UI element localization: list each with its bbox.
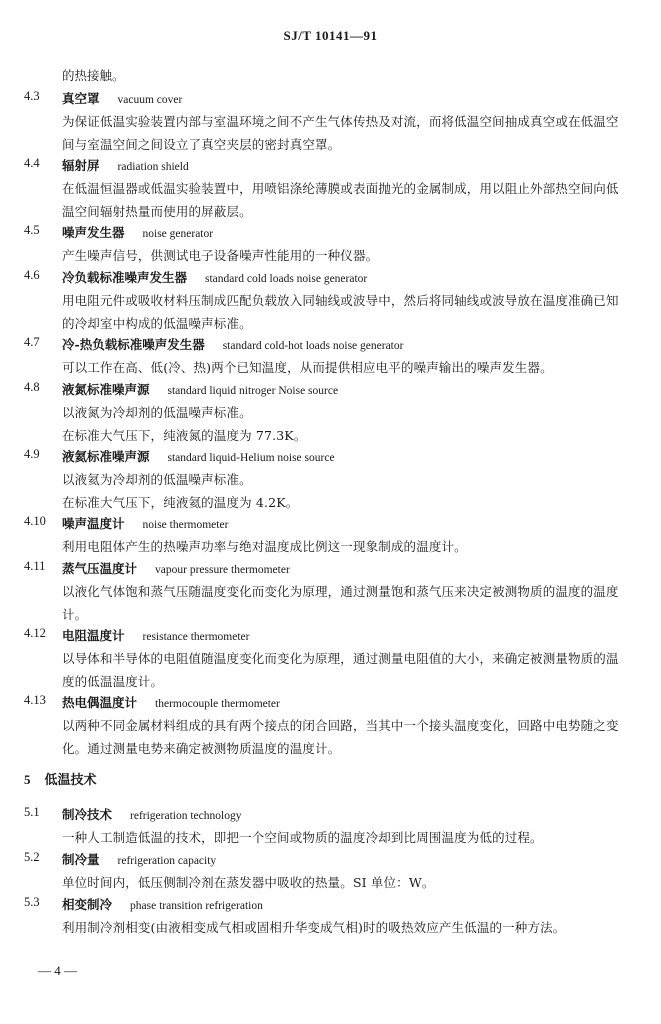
entry-description: 为保证低温实验装置内部与室温环境之间不产生气体传热及对流，而将低温空间抽成真空或在低温空间与室温空间之间设立了真空夹层的密封真空罩。 (62, 114, 619, 152)
entry-number: 4.5 (24, 223, 40, 237)
term-en: phase transition refrigeration (130, 900, 263, 912)
entry-term (62, 559, 290, 577)
term-zh: 冷负载标准噪声发生器 (62, 270, 188, 285)
entry-number: 4.13 (24, 693, 46, 707)
entry-description: 产生噪声信号，供测试电子设备噪声性能用的一种仪器。 (62, 248, 379, 263)
entry-term (62, 514, 228, 532)
entry-description: 利用制冷剂相变(由液相变成气相或固相升华变成气相)时的吸热效应产生低温的一种方法。 (62, 920, 566, 935)
entry-description: 单位时间内，低压侧制冷剂在蒸发器中吸收的热量。SI 单位：W。 (62, 875, 435, 890)
entry-term (62, 156, 189, 174)
term-en: radiation shield (117, 161, 189, 173)
term-zh: 冷-热负载标准噪声发生器 (62, 337, 205, 352)
entry-description: 以液化气体饱和蒸气压随温度变化而变化为原理，通过测量饱和蒸气压来决定被测物质的温度的温度计。 (62, 584, 619, 622)
entry-number: 5.3 (24, 895, 40, 909)
entry-description: 可以工作在高、低(冷、热)两个已知温度，从而提供相应电平的噪声输出的噪声发生器。 (62, 360, 553, 375)
entry-note: 在标准大气压下，纯液氦的温度为 4.2K。 (62, 495, 299, 510)
section-title: 低温技术 (44, 773, 97, 788)
page-number: — 4 — (38, 963, 77, 978)
continuation-text: 的热接触。 (62, 68, 125, 83)
term-zh: 辐射屏 (62, 158, 100, 173)
term-en: standard cold loads noise generator (205, 273, 368, 285)
term-zh: 制冷技术 (62, 807, 113, 822)
entry-description: 以导体和半导体的电阻值随温度变化而变化为原理，通过测量电阻值的大小，来确定被测量物质的温度的低温温度计。 (62, 651, 619, 689)
entry-term (62, 850, 216, 868)
term-en: refrigeration capacity (117, 855, 217, 867)
term-zh: 液氮标准噪声源 (62, 382, 150, 397)
term-zh: 噪声温度计 (62, 516, 125, 531)
term-zh: 制冷量 (62, 852, 100, 867)
entry-description: 一种人工制造低温的技术，即把一个空间或物质的温度冷却到比周围温度为低的过程。 (62, 830, 543, 845)
term-zh: 热电偶温度计 (62, 695, 138, 710)
entry-term (62, 380, 338, 398)
term-en: standard liquid-Helium noise source (167, 452, 335, 464)
entry-description: 以两种不同金属材料组成的具有两个接点的闭合回路，当其中一个接头温度变化，回路中电势随之变化。通过测量电势来确定被测物质温度的温度计。 (62, 718, 619, 756)
term-en: noise thermometer (142, 519, 229, 531)
section-heading (24, 769, 97, 788)
entry-number: 4.4 (24, 156, 40, 170)
term-en: noise generator (142, 228, 214, 240)
term-en: standard liquid nitroger Noise source (167, 385, 339, 397)
entry-term (62, 268, 367, 286)
entry-description: 在低温恒温器或低温实验装置中，用喷铝涤纶薄膜或表面抛光的金属制成，用以阻止外部热空间向低温空间辐射热量而使用的屏蔽层。 (62, 181, 619, 219)
term-en: vapour pressure thermometer (155, 564, 290, 576)
entry-term (62, 223, 213, 241)
term-en: standard cold-hot loads noise generator (222, 340, 404, 352)
entry-description: 以液氮为冷却剂的低温噪声标准。 (62, 405, 252, 420)
term-zh: 液氦标准噪声源 (62, 449, 150, 464)
entry-term (62, 89, 182, 107)
entry-term (62, 805, 241, 823)
entry-number: 4.9 (24, 447, 40, 461)
entry-number: 4.11 (24, 559, 46, 573)
section-number: 5 (24, 772, 31, 787)
entry-number: 4.3 (24, 89, 40, 103)
term-en: refrigeration technology (130, 810, 242, 822)
entry-term (62, 447, 335, 465)
entry-number: 5.2 (24, 850, 40, 864)
term-zh: 电阻温度计 (62, 628, 125, 643)
term-zh: 真空罩 (62, 91, 100, 106)
entry-number: 5.1 (24, 805, 40, 819)
term-zh: 蒸气压温度计 (62, 561, 138, 576)
entry-number: 4.8 (24, 380, 40, 394)
entry-term (62, 335, 403, 353)
entry-note: 在标准大气压下，纯液氮的温度为 77.3K。 (62, 428, 307, 443)
entry-description: 以液氦为冷却剂的低温噪声标准。 (62, 472, 252, 487)
entry-number: 4.10 (24, 514, 46, 528)
entry-description: 利用电阻体产生的热噪声功率与绝对温度成比例这一现象制成的温度计。 (62, 539, 467, 554)
entry-term (62, 626, 249, 644)
entry-number: 4.7 (24, 335, 40, 349)
page-header: SJ/T 10141—91 (283, 28, 378, 43)
entry-term (62, 895, 263, 913)
term-en: resistance thermometer (142, 631, 250, 643)
entry-description: 用电阻元件或吸收材料压制成匹配负载放入同轴线或波导中，然后将同轴线或波导放在温度准确已知的冷却室中构成的低温噪声标准。 (62, 293, 619, 331)
term-zh: 噪声发生器 (62, 225, 125, 240)
entry-number: 4.6 (24, 268, 40, 282)
entry-term (62, 693, 280, 711)
term-en: vacuum cover (117, 94, 183, 106)
term-zh: 相变制冷 (62, 897, 113, 912)
entry-number: 4.12 (24, 626, 46, 640)
term-en: thermocouple thermometer (155, 698, 280, 710)
